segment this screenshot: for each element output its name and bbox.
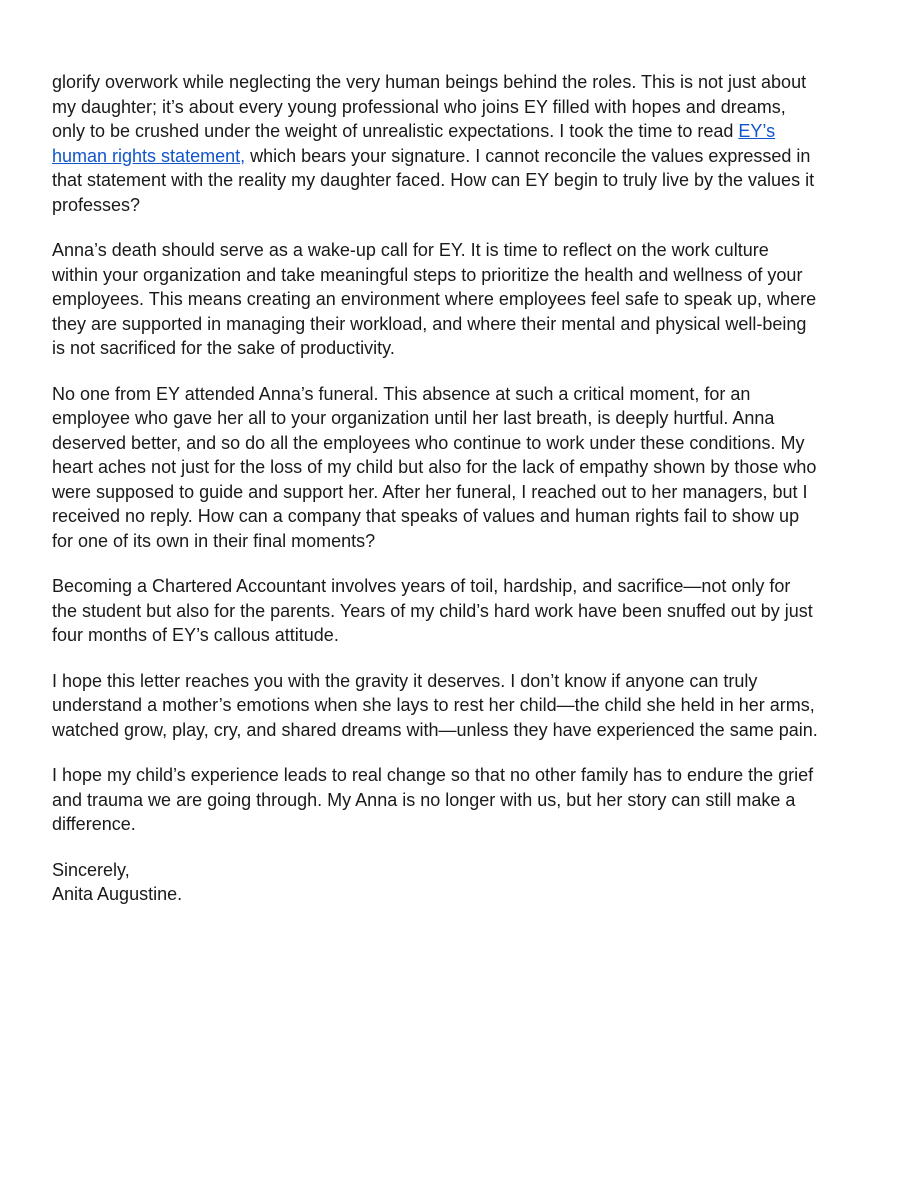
human-rights-statement-link[interactable]: human rights statement,	[52, 145, 246, 166]
text-line: for one of its own in their final moments?	[52, 530, 376, 551]
text-segment: only to be crushed under the weight of unrealistic expectations. I took the time to read	[52, 121, 739, 141]
text-line: watched grow, play, cry, and shared dreams with—unless they have experienced the same pain.	[52, 719, 818, 740]
text-line: they are supported in managing their workload, and where their mental and physical well-being	[52, 313, 807, 334]
human-rights-statement-link[interactable]: EY’s	[738, 121, 776, 141]
text-line: four months of EY’s callous attitude.	[52, 625, 339, 645]
text-line	[52, 144, 872, 169]
text-line: is not sacrificed for the sake of productivity.	[52, 338, 395, 358]
text-line: within your organization and take meaningful steps to prioritize the health and wellness of your	[52, 264, 803, 285]
text-line: employees. This means creating an environment where employees feel safe to speak up, where	[52, 289, 817, 309]
paragraph-funeral	[52, 382, 872, 554]
text-line: Becoming a Chartered Accountant involves years of toil, hardship, and sacrifice—not only for	[52, 576, 791, 596]
text-line: and trauma we are going through. My Anna is no longer with us, but her story can still make a	[52, 789, 796, 810]
text-segment: which bears your signature. I cannot reconcile the values expressed in	[250, 145, 811, 166]
text-line: received no reply. How can a company that speaks of values and human rights fail to show up	[52, 506, 800, 526]
paragraph-human-rights	[52, 70, 872, 217]
text-line: the student but also for the parents. Years of my child’s hard work have been snuffed out by just	[52, 600, 813, 621]
text-line: deserved better, and so do all the employees who continue to work under these conditions. My	[52, 432, 805, 453]
text-line: employee who gave her all to your organization until her last breath, is deeply hurtful. Anna	[52, 408, 775, 428]
text-line: that statement with the reality my daughter faced. How can EY begin to truly live by the values it	[52, 170, 815, 190]
letter-document	[52, 70, 872, 928]
text-line: I hope this letter reaches you with the gravity it deserves. I don’t know if anyone can truly	[52, 670, 758, 691]
text-line: my daughter; it’s about every young professional who joins EY filled with hopes and dreams,	[52, 96, 786, 117]
text-line: difference.	[52, 814, 136, 834]
text-line: heart aches not just for the loss of my child but also for the lack of empathy shown by those who	[52, 457, 817, 477]
text-line: glorify overwork while neglecting the very human beings behind the roles. This is not just about	[52, 72, 807, 92]
text-line: understand a mother’s emotions when she lays to rest her child—the child she held in her arms,	[52, 695, 815, 715]
signer-name: Anita Augustine.	[52, 884, 183, 904]
paragraph-gravity	[52, 669, 872, 743]
text-line: Anna’s death should serve as a wake-up call for EY. It is time to reflect on the work culture	[52, 240, 769, 260]
text-line: I hope my child’s experience leads to real change so that no other family has to endure the grief	[52, 765, 814, 785]
text-line: No one from EY attended Anna’s funeral. This absence at such a critical moment, for an	[52, 383, 751, 404]
text-line: professes?	[52, 194, 141, 215]
text-line: were supposed to guide and support her. After her funeral, I reached out to her managers, but I	[52, 481, 808, 502]
signature-block	[52, 858, 872, 907]
paragraph-real-change	[52, 763, 872, 837]
paragraph-chartered-accountant	[52, 574, 872, 648]
paragraph-wake-up-call	[52, 238, 872, 361]
text-line	[52, 119, 872, 144]
closing: Sincerely,	[52, 859, 130, 880]
